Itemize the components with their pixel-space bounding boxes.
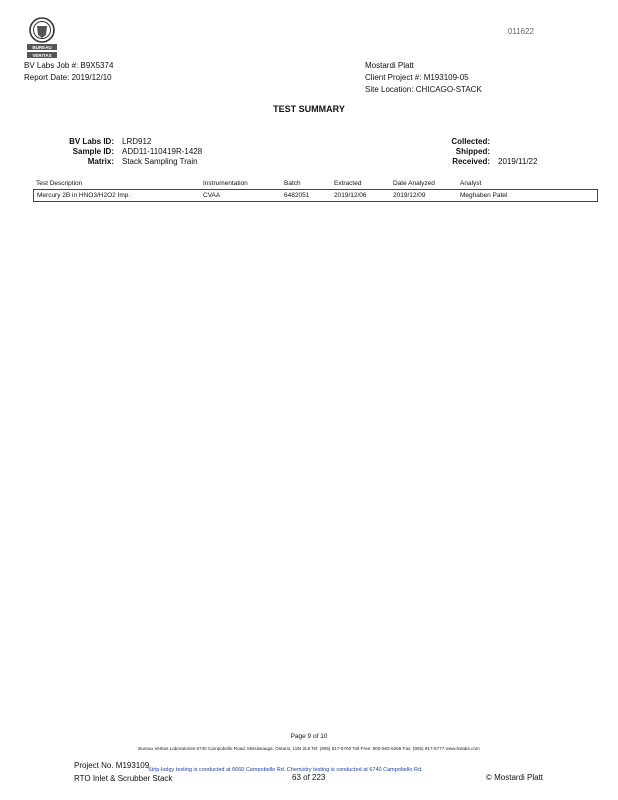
client-project: Client Project #: M193109-05 xyxy=(365,73,469,82)
bv-labs-id-label: BV Labs ID: xyxy=(69,137,114,146)
cell-instrumentation: CVAA xyxy=(203,192,221,199)
svg-text:VERITAS: VERITAS xyxy=(32,53,52,58)
cell-extracted: 2019/12/06 xyxy=(334,192,367,199)
sample-id-value: ADD11-110419R-1428 xyxy=(122,147,203,156)
svg-text:BUREAU: BUREAU xyxy=(32,45,52,50)
report-date: Report Date: 2019/12/10 xyxy=(24,73,112,82)
cell-batch: 6482051 xyxy=(284,192,310,199)
col-header-instrumentation: Instrumentation xyxy=(203,180,248,187)
received-value: 2019/11/22 xyxy=(498,157,538,166)
matrix-value: Stack Sampling Train xyxy=(122,157,198,166)
col-header-test-description: Test Description xyxy=(36,180,83,187)
project-number: Project No. M193109 xyxy=(74,761,150,770)
col-header-batch: Batch xyxy=(284,180,301,187)
sample-info-left xyxy=(40,137,202,167)
page-number: Page 9 of 10 xyxy=(290,733,328,740)
lab-address: Bureau Veritas Laboratories 6740 Campobello Road, Mississauga, Ontario, L5N 2L8 Tel: (905) 817-5700 Toll-Free: 800-563-6266 Fax: (905) 817-5777 www.bvlabs.com xyxy=(138,746,480,751)
col-header-analyst: Analyst xyxy=(460,180,482,187)
bv-labs-id-value: LRD912 xyxy=(122,137,152,146)
report-header-right xyxy=(365,60,482,96)
sample-info-right xyxy=(420,137,537,167)
col-header-date-analyzed: Date Analyzed xyxy=(393,180,435,187)
page-title: TEST SUMMARY xyxy=(273,104,345,114)
page-id: 011622 xyxy=(507,27,534,36)
report-header-left xyxy=(24,60,113,84)
document-page-count: 63 of 223 xyxy=(292,773,326,782)
shipped-label: Shipped: xyxy=(455,147,490,156)
col-header-extracted: Extracted xyxy=(334,180,362,187)
collected-label: Collected: xyxy=(451,137,490,146)
matrix-label: Matrix: xyxy=(87,157,114,166)
site-location: Site Location: CHICAGO-STACK xyxy=(365,85,482,94)
cell-analyst: Meghaben Patel xyxy=(460,192,508,199)
shipped-value xyxy=(490,147,498,156)
testing-location-note: Strip-lodgy testing is conducted at 6660 Campobello Rd. Chemistry testing is conducted at 6740 Campobello Rd. xyxy=(148,767,423,773)
collected-value xyxy=(490,137,498,146)
cell-date-analyzed: 2019/12/09 xyxy=(393,192,426,199)
copyright: © Mostardi Platt xyxy=(486,773,544,782)
bureau-veritas-logo xyxy=(26,17,58,62)
bv-job-number: BV Labs Job #: B9X5374 xyxy=(24,61,114,70)
sample-id-label: Sample ID: xyxy=(72,147,114,156)
cell-test-description: Mercury 2B in HNO3/H2O2 Imp. xyxy=(37,192,131,199)
client-name: Mostardi Platt xyxy=(365,61,414,70)
received-label: Received: xyxy=(452,157,490,166)
stack-name: RTO Inlet & Scrubber Stack xyxy=(74,774,173,783)
